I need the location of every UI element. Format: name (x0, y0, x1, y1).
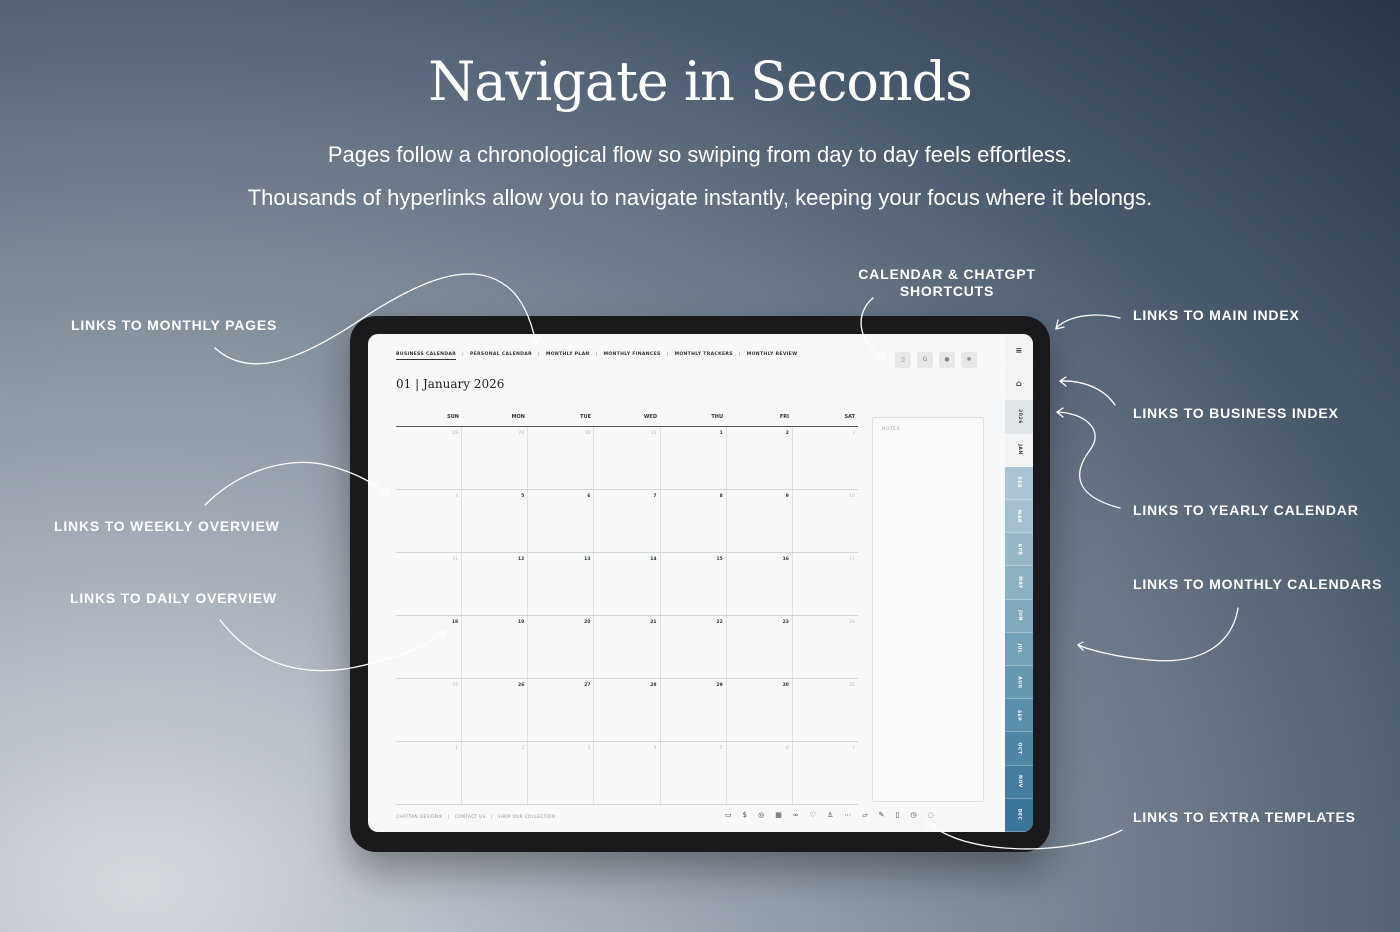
person-icon[interactable]: ♙ (826, 811, 834, 819)
side-tab-label: AUG (1016, 675, 1022, 689)
hero-subtitle-2: Thousands of hyperlinks allow you to navigate instantly, keeping your focus where it belongs. (247, 185, 1153, 210)
side-tab-label: JAN (1016, 444, 1022, 456)
side-tab-label: OCT (1016, 742, 1022, 755)
side-tab-label: SEP (1016, 709, 1022, 721)
weekday-label: THU (711, 414, 723, 420)
callout-business-index: LINKS TO BUSINESS INDEX (1133, 405, 1339, 421)
hero-subtitle-1: Pages follow a chronological flow so swiping from day to day feels effortless. (327, 142, 1073, 167)
calendar-day-cell[interactable]: 18 (396, 616, 462, 678)
footer-separator: | (490, 814, 493, 819)
calendar-day-cell[interactable]: 1 (396, 742, 462, 804)
more-icon[interactable]: ⋯ (844, 811, 852, 819)
callout-monthly-calendars: LINKS TO MONTHLY CALENDARS (1133, 576, 1383, 592)
calendar-day-cell[interactable]: 29 (462, 427, 528, 489)
arrow-shortcuts (861, 298, 884, 358)
pencil-icon[interactable]: ✎ (878, 811, 885, 819)
calendar-day-cell[interactable]: 17 (849, 557, 855, 562)
dollar-icon[interactable]: $ (742, 811, 748, 819)
apple-icon[interactable]: ● (939, 352, 955, 368)
side-tab-label: MAR (1016, 509, 1022, 523)
nav-link-business-calendar[interactable]: BUSINESS CALENDAR (396, 352, 456, 360)
callout-extra-templates: LINKS TO EXTRA TEMPLATES (1133, 809, 1356, 825)
weekday-label: MON (511, 414, 525, 420)
calendar-day-cell[interactable]: 6 (528, 490, 594, 552)
calendar-day-cell[interactable]: 2 (462, 742, 528, 804)
calendar-day-cell[interactable]: 16 (727, 553, 793, 615)
calendar-day-cell[interactable]: 12 (462, 553, 528, 615)
calendar-day-cell[interactable]: 21 (594, 616, 660, 678)
footer-link[interactable]: SHOP OUR COLLECTION (497, 814, 556, 819)
arrow-monthly-calendars (1078, 608, 1238, 661)
callout-yearly-calendar: LINKS TO YEARLY CALENDAR (1133, 502, 1359, 518)
footer-separator: | (448, 814, 450, 819)
nav-link-monthly-plan[interactable]: MONTHLY PLAN (545, 352, 590, 357)
calendar-day-cell[interactable]: 29 (661, 679, 727, 741)
side-tab-label: DEC (1016, 809, 1022, 821)
weekday-label: SUN (447, 414, 459, 420)
calendar-day-cell[interactable]: 19 (462, 616, 528, 678)
calendar-day-cell[interactable]: 6 (727, 742, 793, 804)
link-icon[interactable]: ∞ (792, 811, 799, 819)
phone-icon[interactable]: ▯ (895, 811, 900, 819)
arrow-main-index (1056, 315, 1120, 328)
footer-link[interactable]: CHATTAN DESIGN® (396, 814, 443, 819)
google-icon[interactable]: G (917, 352, 933, 368)
weekday-label: WED (643, 414, 657, 420)
chat-icon[interactable]: ◌ (927, 811, 934, 819)
calendar-day-cell[interactable]: 7 (594, 490, 660, 552)
calendar-day-cell[interactable]: 22 (661, 616, 727, 678)
callout-shortcuts (857, 266, 1037, 299)
calendar-day-cell[interactable]: 1 (661, 427, 727, 489)
hero-title: Navigate in Seconds (428, 50, 972, 113)
callout-shortcuts-line-1: CALENDAR & CHATGPT (858, 266, 1036, 282)
side-tab-label: 2026 (1016, 409, 1022, 424)
calendar-day-cell[interactable]: 31 (594, 427, 660, 489)
side-tab-label: APR (1016, 543, 1022, 556)
calendar-day-cell[interactable]: 11 (396, 553, 462, 615)
callout-monthly-pages: LINKS TO MONTHLY PAGES (71, 317, 278, 333)
heart-icon[interactable]: ♡ (809, 811, 816, 819)
calendar-day-cell[interactable]: 5 (661, 742, 727, 804)
nav-separator: | (537, 352, 540, 357)
calendar-day-cell[interactable]: 24 (849, 620, 855, 625)
callout-shortcuts-line-2: SHORTCUTS (899, 283, 995, 299)
side-tab-label: FEB (1016, 477, 1022, 489)
footer-link[interactable]: CONTACT US (454, 814, 486, 819)
calendar-day-cell[interactable]: 10 (849, 494, 855, 499)
calendar-day-cell[interactable]: 27 (528, 679, 594, 741)
side-tab-label: MAY (1016, 576, 1022, 589)
nav-link-personal-calendar[interactable]: PERSONAL CALENDAR (469, 352, 532, 357)
side-tab-label: JUL (1016, 643, 1022, 654)
folder-icon[interactable]: ▱ (862, 811, 868, 819)
calendar-day-cell[interactable]: 31 (849, 683, 855, 688)
arrow-business-index (1060, 381, 1115, 405)
calendar-day-cell[interactable]: 4 (396, 490, 462, 552)
nav-separator: | (738, 352, 741, 357)
outlook-icon[interactable]: ▯ (895, 352, 911, 368)
chatgpt-icon[interactable]: ✺ (961, 352, 977, 368)
nav-separator: | (666, 352, 669, 357)
book-icon[interactable]: ▭ (725, 811, 732, 819)
calendar-day-cell[interactable]: 20 (528, 616, 594, 678)
calendar-day-cell[interactable]: 25 (396, 679, 462, 741)
callout-weekly-overview: LINKS TO WEEKLY OVERVIEW (54, 518, 280, 534)
arrow-daily (220, 620, 444, 671)
page-title: 01 | January 2026 (396, 377, 505, 391)
calendar-day-cell[interactable]: 8 (661, 490, 727, 552)
calendar-day-cell[interactable]: 30 (528, 427, 594, 489)
callout-main-index: LINKS TO MAIN INDEX (1133, 307, 1300, 323)
calendar-day-cell[interactable]: 14 (594, 553, 660, 615)
nav-link-monthly-finances[interactable]: MONTHLY FINANCES (603, 352, 661, 357)
nav-link-monthly-review[interactable]: MONTHLY REVIEW (746, 352, 798, 357)
arrow-yearly (1057, 412, 1120, 508)
arrow-extra-templates (928, 822, 1122, 849)
arrow-weekly (205, 462, 388, 505)
side-tab-label: NOV (1016, 775, 1022, 789)
calendar-day-cell[interactable]: 28 (396, 427, 462, 489)
calendar-day-cell[interactable]: 9 (727, 490, 793, 552)
side-tab-label: ⌂ (1015, 378, 1023, 388)
weekday-label: SAT (844, 414, 855, 420)
calendar-day-cell[interactable]: 30 (727, 679, 793, 741)
calendar-day-cell[interactable]: 4 (594, 742, 660, 804)
calendar-day-cell[interactable]: 3 (852, 431, 855, 436)
calendar-day-cell[interactable]: 28 (594, 679, 660, 741)
weekday-label: TUE (580, 414, 591, 420)
nav-link-monthly-trackers[interactable]: MONTHLY TRACKERS (674, 352, 733, 357)
notes-label: NOTES (882, 427, 900, 432)
calendar-day-cell[interactable]: 3 (528, 742, 594, 804)
calendar-day-cell[interactable]: 23 (727, 616, 793, 678)
weekday-label: FRI (779, 414, 789, 420)
calendar-day-cell[interactable]: 5 (462, 490, 528, 552)
callout-daily-overview: LINKS TO DAILY OVERVIEW (70, 590, 277, 606)
side-tab-label: ≡ (1015, 345, 1023, 355)
clock-icon[interactable]: ◷ (910, 811, 917, 819)
chart-icon[interactable]: ▦ (775, 811, 782, 819)
calendar-day-cell[interactable]: 7 (852, 746, 855, 751)
nav-separator: | (595, 352, 598, 357)
calendar-day-cell[interactable]: 15 (661, 553, 727, 615)
calendar-day-cell[interactable]: 26 (462, 679, 528, 741)
nav-separator: | (462, 352, 464, 357)
calendar-day-cell[interactable]: 2 (727, 427, 793, 489)
target-icon[interactable]: ◎ (758, 811, 765, 819)
side-tab-label: JUN (1016, 610, 1022, 622)
calendar-day-cell[interactable]: 13 (528, 553, 594, 615)
